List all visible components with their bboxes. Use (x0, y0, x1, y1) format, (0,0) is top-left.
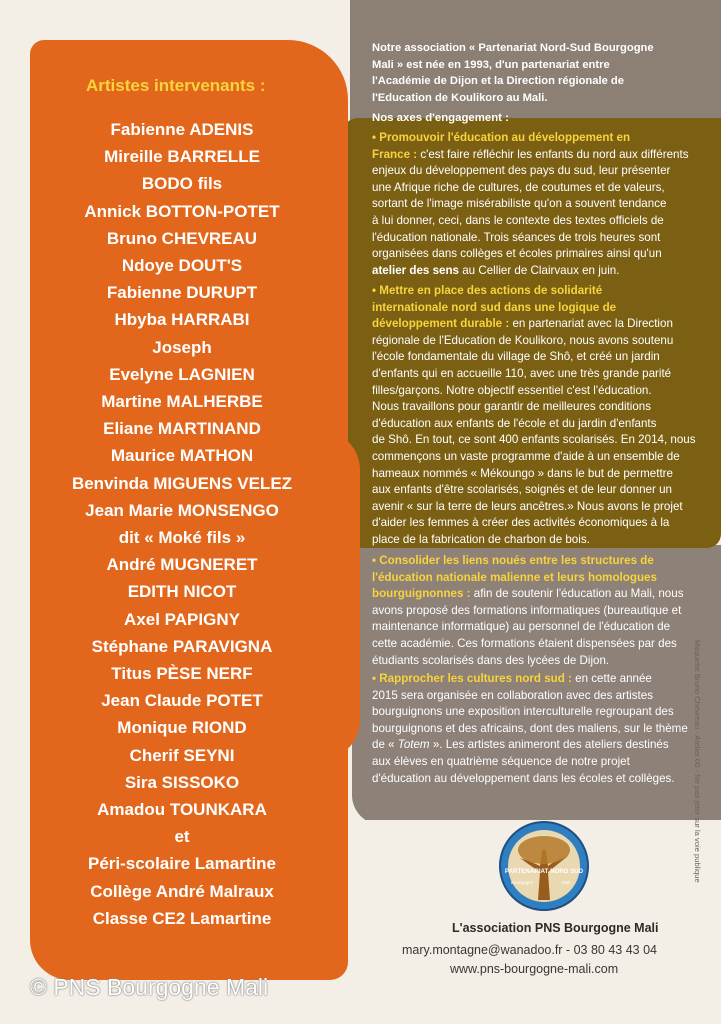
section-text: en partenariat avec la Direction (509, 317, 673, 331)
artist-name: EDITH NICOT (127, 582, 237, 602)
section-title: France : (372, 147, 418, 161)
axes-heading: Nos axes d'engagement : (372, 112, 509, 124)
section-bold-text: atelier des sens (372, 263, 460, 277)
artist-name: Classe CE2 Lamartine (92, 908, 272, 928)
artist-name: Amadou TOUNKARA (97, 800, 267, 820)
artist-name: Maurice MATHON (110, 446, 254, 466)
section-title: bourguignonnes : (372, 587, 471, 601)
section-text: 2015 sera organisée en collaboration avec des artistes (372, 688, 654, 702)
section-solidarity (372, 283, 702, 549)
section-title: développement durable : (372, 317, 510, 331)
section-text: aux élèves en quatrième séquence de notre projet (372, 754, 630, 768)
logo-left-text: Bourgogne (510, 880, 534, 885)
artist-name: Axel PAPIGNY (124, 609, 240, 629)
intro-line: l'Académie de Dijon et la Direction régionale de (372, 75, 624, 88)
intro-line: l'Education de Koulikoro au Mali. (372, 91, 548, 104)
section-text: régionale de l'Education de Koulikoro, nous avons soutenu (372, 333, 674, 347)
artist-name: BODO fils (141, 174, 223, 194)
artist-name: Eliane MARTINAND (103, 419, 261, 439)
contact-email-phone[interactable]: mary.montagne@wanadoo.fr - 03 80 43 43 04 (402, 943, 657, 957)
artist-name: et (174, 827, 190, 847)
section-cultures (372, 671, 702, 787)
bullet: • (372, 131, 377, 144)
artist-name: Benvinda MIGUENS VELEZ (71, 473, 293, 493)
artist-name: Hbyba HARRABI (114, 310, 250, 330)
section-text: hameaux nommés « Mékoungo » dans le but de permettre (372, 466, 673, 480)
section-text: l'école fondamentale du village de Shô, et créé un jardin (372, 350, 660, 364)
bullet: • (372, 672, 377, 685)
artist-name: Bruno CHEVREAU (106, 228, 258, 248)
artist-name: Monique RIOND (117, 718, 247, 738)
artist-name: Ndoye DOUT'S (121, 256, 243, 276)
section-text: aux enfants d'être scolarisés, soignés et de leur donner un (372, 483, 672, 497)
section-text: sortant de l'image misérabiliste qu'on a souvent tendance (372, 197, 667, 211)
totem-italic: Totem (397, 738, 430, 752)
section-text: à lui donner, ceci, dans le contexte des textes officiels de (372, 213, 664, 227)
intro-line: Notre association « Partenariat Nord-Sud Bourgogne (372, 42, 654, 54)
section-text: filles/garçons. Notre objectif essentiel c'est l'éducation. (372, 383, 652, 397)
section-text: cette académie. Ces formations étaient dispensées par des (372, 636, 677, 650)
artist-name: Fabienne ADENIS (110, 120, 254, 139)
artist-name: Fabienne DURUPT (106, 283, 258, 303)
design-credit: Maquette Bruno Chevreau - Atelier 00 - Ne pas jeter sur la voie publique (693, 640, 702, 883)
section-text: avenir « sur la terre de leurs ancêtres.» Nous avons le projet (372, 499, 683, 513)
artist-name: Péri-scolaire Lamartine (87, 854, 277, 874)
orange-brush-tail (300, 430, 360, 760)
artist-name: Jean Marie MONSENGO (85, 500, 279, 520)
section-text: de « (372, 738, 398, 752)
artist-name: Evelyne LAGNIEN (109, 364, 255, 384)
section-text: commençons un vaste programme d'aide à un ensemble de (372, 449, 680, 463)
artist-name: André MUGNERET (106, 555, 258, 575)
artist-name: Martine MALHERBE (101, 392, 263, 412)
copyright-watermark: © PNS Bourgogne Mali (30, 974, 269, 1000)
artist-name: Collège André Malraux (90, 881, 274, 901)
artists-heading: Artistes intervenants : (86, 76, 266, 95)
section-text: l'éducation nationale. Trois séances de trois heures sont (372, 230, 661, 244)
section-title: Consolider les liens noués entre les structures de (379, 554, 654, 567)
artist-name: Titus PÈSE NERF (111, 664, 253, 684)
section-text: d'enfants qui en accueille 110, avec une très grande parité (372, 366, 672, 380)
section-title: l'éducation nationale malienne et leurs homologues (372, 570, 657, 584)
intro-paragraph (372, 40, 702, 106)
background-cream-left (0, 0, 34, 1024)
website-link[interactable]: www.pns-bourgogne-mali.com (450, 962, 619, 976)
bullet: • (372, 284, 377, 297)
section-text: au Cellier de Clairvaux en juin. (459, 263, 620, 277)
section-text: avons proposé des formations informatiques (bureautique et (372, 603, 682, 617)
artist-name: Jean Claude POTET (101, 691, 263, 711)
association-name: L'association PNS Bourgogne Mali (452, 921, 659, 935)
section-title: internationale nord sud dans une logique de (372, 300, 617, 314)
section-text: de Shô. En tout, ce sont 400 enfants scolarisés. En 2014, nous (372, 433, 696, 447)
section-text: place de la fabrication de charbon de bois. (372, 532, 590, 546)
section-text: une Afrique riche de cultures, de coutumes et de valeurs, (372, 180, 665, 194)
section-links (372, 553, 702, 669)
section-title: Promouvoir l'éducation au développement en (379, 131, 631, 144)
logo-right-text: Mali (561, 880, 571, 885)
section-text: d'aider les femmes à créer des activités économiques à la (372, 516, 670, 530)
section-text: étudiants scolarisés dans des lycées de Dijon. (372, 653, 610, 667)
section-title: Rapprocher les cultures nord sud : (379, 672, 572, 685)
bullet: • (372, 554, 377, 567)
artist-list (60, 116, 304, 932)
artist-name: Stéphane PARAVIGNA (91, 636, 273, 656)
section-text: afin de soutenir l'éducation au Mali, nous (470, 587, 684, 601)
section-text: enjeux du développement des pays du sud, leur présenter (372, 164, 671, 178)
artist-name: Mireille BARRELLE (104, 147, 260, 167)
intro-line: Mali » est née en 1993, d'un partenariat entre (372, 58, 610, 71)
artist-name: Cherif SEYNI (129, 745, 235, 765)
section-text: ». Les artistes animeront des ateliers destinés (429, 738, 669, 752)
artist-name: Joseph (152, 337, 212, 357)
section-text: bourguignons et des africains, dont des maliens, sur le thème (372, 721, 688, 735)
section-education (372, 130, 702, 279)
artist-name: Sira SISSOKO (124, 772, 240, 792)
section-text: d'éducation aux enfants de l'école et du jardin d'enfants (372, 416, 657, 430)
section-text: maintenance informatique) au personnel de l'éducation de (372, 620, 671, 634)
section-text: d'éducation au développement dans les écoles et collèges. (372, 771, 675, 785)
section-text: c'est faire réfléchir les enfants du nord aux différents (417, 147, 689, 161)
section-text: Nous travaillons pour garantir de meilleures conditions (372, 400, 652, 414)
artist-name: Annick BOTTON-POTET (84, 201, 280, 221)
artist-name: dit « Moké fils » (118, 528, 246, 548)
section-title: Mettre en place des actions de solidarité (379, 284, 603, 297)
section-text: bourguignons une exposition interculturelle regroupant des (372, 705, 674, 719)
pns-logo (498, 820, 590, 912)
logo-top-text: PARTENARIAT NORD SUD (504, 868, 584, 875)
section-text: organisées dans collèges et écoles primaires ainsi qu'un (372, 247, 662, 261)
section-text: en cette année (571, 672, 652, 685)
